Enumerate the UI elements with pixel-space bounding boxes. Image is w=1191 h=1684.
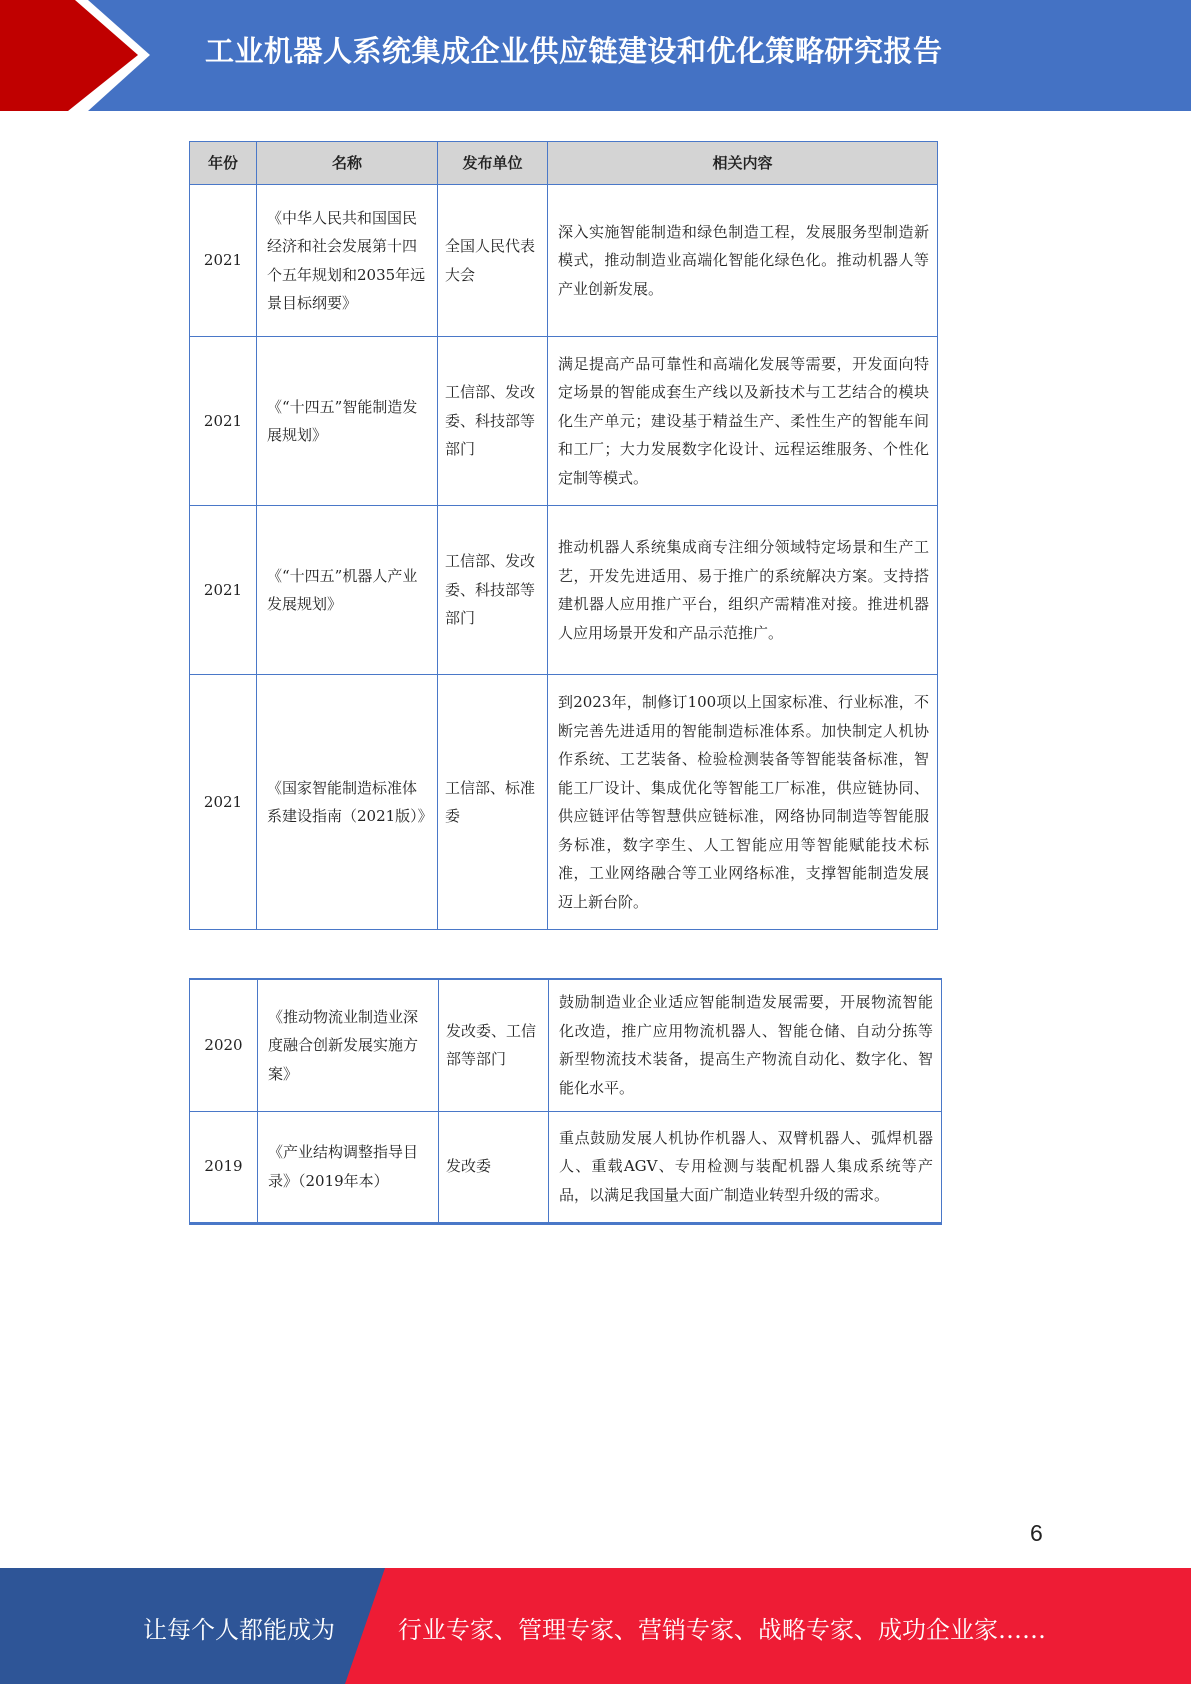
policy-table-2: [189, 978, 942, 1225]
cell-year: 2021: [190, 337, 257, 506]
footer-slogan-right: 行业专家、管理专家、营销专家、战略专家、成功企业家……: [398, 1616, 1046, 1644]
table-row: [190, 506, 938, 675]
cell-name: 《“十四五”机器人产业发展规划》: [257, 506, 438, 675]
cell-year: 2021: [190, 675, 257, 930]
cell-unit: 工信部、发改委、科技部等部门: [438, 506, 548, 675]
cell-year: 2021: [190, 506, 257, 675]
cell-unit: 发改委: [439, 1111, 549, 1223]
page-header: [0, 0, 1191, 111]
policy-table-1: [189, 141, 938, 930]
cell-content: 深入实施智能制造和绿色制造工程，发展服务型制造新模式，推动制造业高端化智能化绿色化。推动机器人等产业创新发展。: [548, 185, 938, 337]
table-row: [190, 675, 938, 930]
cell-year: 2020: [190, 979, 258, 1111]
table-row: [190, 1111, 942, 1223]
cell-name: 《推动物流业制造业深度融合创新发展实施方案》: [258, 979, 439, 1111]
column-header-year: 年份: [190, 142, 257, 185]
page-number: 6: [1030, 1520, 1043, 1546]
table-row: [190, 185, 938, 337]
cell-content: 推动机器人系统集成商专注细分领域特定场景和生产工艺，开发先进适用、易于推广的系统解决方案。支持搭建机器人应用推广平台，组织产需精准对接。推进机器人应用场景开发和产品示范推广。: [548, 506, 938, 675]
cell-name: 《国家智能制造标准体系建设指南（2021版）》: [257, 675, 438, 930]
cell-content: 重点鼓励发展人机协作机器人、双臂机器人、弧焊机器人、重载AGV、专用检测与装配机器人集成系统等产品，以满足我国量大面广制造业转型升级的需求。: [549, 1111, 942, 1223]
cell-year: 2019: [190, 1111, 258, 1223]
cell-unit: 发改委、工信部等部门: [439, 979, 549, 1111]
cell-name: 《中华人民共和国国民经济和社会发展第十四个五年规划和2035年远景目标纲要》: [257, 185, 438, 337]
cell-unit: 工信部、标准委: [438, 675, 548, 930]
cell-year: 2021: [190, 185, 257, 337]
column-header-unit: 发布单位: [438, 142, 548, 185]
cell-content: 满足提高产品可靠性和高端化发展等需要，开发面向特定场景的智能成套生产线以及新技术与工艺结合的模块化生产单元；建设基于精益生产、柔性生产的智能车间和工厂；大力发展数字化设计、远程运维服务、个性化定制等模式。: [548, 337, 938, 506]
page-footer: [0, 1568, 1191, 1684]
cell-unit: 全国人民代表大会: [438, 185, 548, 337]
column-header-content: 相关内容: [548, 142, 938, 185]
report-title: 工业机器人系统集成企业供应链建设和优化策略研究报告: [205, 34, 943, 68]
column-header-name: 名称: [257, 142, 438, 185]
table-row: [190, 979, 942, 1111]
table-row: [190, 337, 938, 506]
cell-name: 《产业结构调整指导目录》（2019年本）: [258, 1111, 439, 1223]
cell-name: 《“十四五”智能制造发展规划》: [257, 337, 438, 506]
table-header-row: [190, 142, 938, 185]
cell-unit: 工信部、发改委、科技部等部门: [438, 337, 548, 506]
footer-slogan-left: 让每个人都能成为: [143, 1616, 335, 1644]
cell-content: 鼓励制造业企业适应智能制造发展需要，开展物流智能化改造，推广应用物流机器人、智能仓储、自动分拣等新型物流技术装备，提高生产物流自动化、数字化、智能化水平。: [549, 979, 942, 1111]
cell-content: 到2023年，制修订100项以上国家标准、行业标准，不断完善先进适用的智能制造标准体系。加快制定人机协作系统、工艺装备、检验检测装备等智能装备标准，智能工厂设计、集成优化等智能工厂标准，供应链协同、供应链评估等智慧供应链标准，网络协同制造等智能服务标准，数字孪生、人工智能应用等智能赋能技术标准，工业网络融合等工业网络标准，支撑智能制造发展迈上新台阶。: [548, 675, 938, 930]
